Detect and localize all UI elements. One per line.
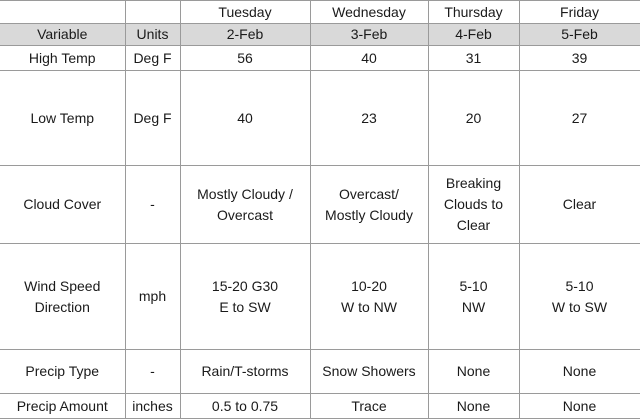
cell-line: Direction [34,298,90,315]
table-row-low-temp [0,71,640,166]
cell-wednesday [310,166,428,244]
cell-line: Trace [351,397,387,414]
header-units-label: Units [125,24,180,46]
row-units: - [125,350,180,394]
cell-line: Mostly Cloudy / [197,185,293,202]
table-row-wind [0,244,640,350]
cell-tuesday [180,244,310,350]
table-row-precip-amount [0,394,640,419]
header-date-thursday: 4-Feb [428,24,519,46]
row-variable: Cloud Cover [0,166,125,244]
row-units: - [125,166,180,244]
cell-wednesday [310,350,428,394]
header-blank-variable [0,1,125,24]
cell-line: 15-20 G30 [211,277,279,294]
cell-wednesday [310,394,428,419]
cell-line: Rain/T-storms [201,363,289,379]
cell-line: Wind Speed [24,277,101,294]
header-date-friday: 5-Feb [519,24,640,46]
cell-tuesday [180,46,310,71]
header-day-wednesday: Wednesday [310,1,428,24]
row-variable: Precip Type [0,350,125,394]
row-variable: Low Temp [0,71,125,166]
table-row-cloud-cover [0,166,640,244]
cell-tuesday [180,394,310,419]
header-row-dates [0,24,640,46]
cell-thursday [428,350,519,394]
cell-line: 23 [361,109,377,126]
cell-friday [519,166,640,244]
row-units: mph [125,244,180,350]
cell-line: E to SW [219,298,271,315]
table-row-precip-type [0,350,640,394]
header-day-friday: Friday [519,1,640,24]
row-variable [0,244,125,350]
cell-line: W to NW [341,298,397,315]
cell-friday [519,244,640,350]
cell-line: None [456,363,491,379]
header-date-tuesday: 2-Feb [180,24,310,46]
header-row-days [0,1,640,24]
header-day-tuesday: Tuesday [180,1,310,24]
row-variable: Precip Amount [0,394,125,419]
row-units: Deg F [125,46,180,71]
cell-line: Overcast [216,206,273,223]
cell-line: Overcast/ [339,185,399,202]
cell-line: 5-10 [565,277,594,294]
header-date-wednesday: 3-Feb [310,24,428,46]
cell-line: 27 [571,109,588,126]
cell-line: None [456,397,491,414]
cell-line: 20 [465,109,482,126]
cell-tuesday [180,350,310,394]
cell-line: 39 [571,49,588,66]
cell-line: 0.5 to 0.75 [211,397,279,414]
cell-wednesday [310,244,428,350]
cell-line: Clear [562,196,597,212]
cell-line: 56 [237,49,253,66]
cell-line: Mostly Cloudy [325,206,413,223]
cell-line: 10-20 [351,277,387,294]
row-variable: High Temp [0,46,125,71]
cell-friday [519,46,640,71]
cell-thursday [428,166,519,244]
cell-line: 31 [465,49,482,66]
cell-tuesday [180,166,310,244]
cell-thursday [428,71,519,166]
cell-line: 40 [361,49,377,66]
cell-friday [519,71,640,166]
cell-line: 40 [237,109,253,126]
cell-thursday [428,394,519,419]
cell-line: None [562,363,597,379]
cell-friday [519,350,640,394]
table-row-high-temp [0,46,640,71]
cell-line: Clouds to [443,196,504,212]
cell-line: NW [461,298,486,315]
cell-line: Clear [456,217,491,233]
cell-line: Breaking [445,175,502,191]
header-blank-units [125,1,180,24]
row-units: inches [125,394,180,419]
cell-thursday [428,46,519,71]
header-variable-label: Variable [0,24,125,46]
row-units: Deg F [125,71,180,166]
cell-friday [519,394,640,419]
cell-line: 5-10 [459,277,488,294]
header-day-thursday: Thursday [428,1,519,24]
cell-tuesday [180,71,310,166]
cell-line: None [562,397,597,414]
cell-wednesday [310,46,428,71]
cell-line: W to SW [551,298,608,315]
cell-thursday [428,244,519,350]
cell-line: Snow Showers [322,363,416,379]
cell-wednesday [310,71,428,166]
